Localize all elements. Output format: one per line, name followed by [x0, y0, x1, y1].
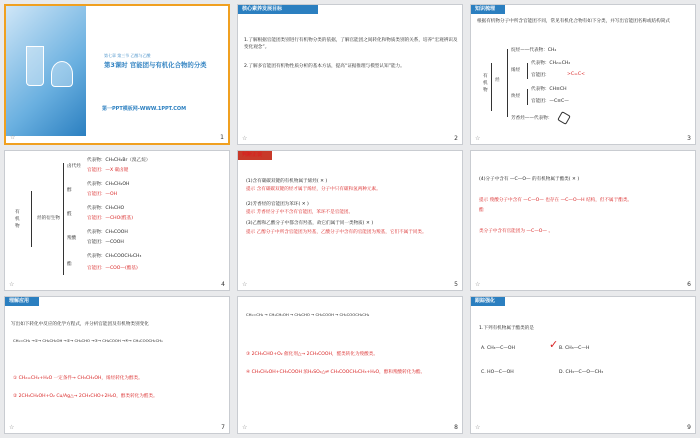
brace-line [527, 89, 528, 105]
answer-4-detail: 类分子中含有官能团为 —C—O— 。 [479, 229, 554, 234]
slide-thumbnail-4[interactable] [4, 150, 230, 291]
objective-1: 1.了解根据官能团类别进行有机物分类的依据，了解官能团之间转化和物质类别的关系，培养“宏观辨识及变化观念”。 [244, 38, 458, 50]
slide-thumbnail-1[interactable] [4, 4, 230, 145]
star-icon: ☆ [242, 135, 248, 142]
star-icon: ☆ [242, 424, 248, 431]
branch-1-fg: 官能团：—X 碳卤键 [87, 168, 129, 173]
section-header: 跟踪强化 [471, 297, 505, 306]
brace-line [491, 63, 492, 111]
slide-thumbnail-8[interactable] [237, 296, 463, 434]
option-b: B. CH₃—C—H [559, 346, 590, 351]
slide-number: 7 [221, 424, 225, 431]
question-4: (4)分子中含有 —C—O— 的有机物属于酯类( ✕ ) [479, 177, 580, 182]
slide-thumbnail-3[interactable] [470, 4, 696, 145]
alkene-fg-answer: >C=C< [567, 72, 585, 77]
brace-line [527, 63, 528, 79]
brace-line [31, 191, 32, 247]
beaker-icon [26, 46, 44, 86]
section-header: 知识梳理 [471, 5, 505, 14]
alkyne-label: 炔烃 [511, 94, 521, 99]
slide-number: 1 [220, 134, 224, 141]
aromatic-row: 芳香烃——代表物： [511, 116, 553, 121]
slide-number: 4 [221, 281, 225, 288]
hydrocarbon-label: 烃 [495, 78, 500, 83]
brace-line [63, 163, 64, 275]
option-c: C. HO—C—OH [481, 370, 514, 375]
branch-2-rep: 代表物：CH₃CH₂OH [87, 182, 130, 187]
alkene-fg: 官能团： [531, 73, 550, 78]
question-1: (1)含有碳碳双键的有机物属于烯烃( ✕ ) [246, 179, 328, 184]
equation-3: ③ 2CH₃CHO+O₂ 催化剂△→ 2CH₃COOH，醛类转化为羧酸类。 [246, 352, 378, 357]
question-3: (3)乙醇和乙酸分子中都含有羟基，故它们属于同一类物质( ✕ ) [246, 221, 374, 226]
option-a: A. CH₃—C—OH [481, 346, 515, 351]
answer-1: 提示 含有碳碳双键的烃才属于烯烃，分子中只有碳和氢两种元素。 [246, 187, 381, 192]
star-icon: ☆ [9, 281, 15, 288]
branch-5-rep: 代表物：CH₃COOCH₂CH₃ [87, 254, 142, 259]
intro-text: 根据有机物分子中所含官能团不同，常见有机化合物有如下分类，并写出官能团名称或结构简式 [477, 19, 670, 24]
equation-2: ② 2CH₃CH₂OH+O₂ Cu/Ag△→ 2CH₃CHO+2H₂O，醇类转化为醛类。 [13, 394, 158, 399]
reaction-chain: CH₂=CH₂ → CH₃CH₂OH → CH₃CHO → CH₃COOH → CH₃COOCH₂CH₃ [246, 312, 370, 317]
branch-3-fg: 官能团：—CHO(醛基) [87, 216, 134, 221]
branch-2-fg: 官能团：—OH [87, 192, 118, 197]
slide-thumbnail-2[interactable] [237, 4, 463, 145]
slide-thumbnail-9[interactable] [470, 296, 696, 434]
intro-text: 写出如下转化中反应的化学方程式，并分析官能团及有机物类别变化 [11, 322, 149, 327]
branch-4-rep: 代表物：CH₃COOH [87, 230, 128, 235]
equation-1: ① CH₂=CH₂+H₂O 一定条件→ CH₃CH₂OH，烯烃转化为醇类。 [13, 376, 143, 381]
answer-4: 提示 羧酸分子中含有 —C—O— 也存在 —C—O—H 结构，但不属于酯类。 [479, 198, 633, 203]
branch-4-fg: 官能团：—COOH [87, 240, 124, 245]
answer-4-note: 酯 [479, 208, 484, 213]
objective-2: 2.了解多官能团有机物性质分析的基本方法，提高“证据推理与模型认知”能力。 [244, 64, 405, 69]
reaction-chain: CH₂=CH₂ →①→ CH₃CH₂OH →②→ CH₃CHO →③→ CH₃COOH →④→ CH₃COOCH₂CH₃ [13, 338, 163, 343]
star-icon: ☆ [9, 424, 15, 431]
brace-line [507, 49, 508, 117]
alkyne-fg: 官能团：—C≡C— [531, 99, 569, 104]
equation-4: ④ CH₃CH₂OH+CH₃COOH 浓H₂SO₄△⇌ CH₃COOCH₂CH₃+H₂O，醇和羧酸转化为酯。 [246, 370, 426, 375]
branch-2: 醇 [67, 188, 72, 193]
star-icon: ☆ [475, 424, 481, 431]
slide-thumbnail-6[interactable] [470, 150, 696, 291]
derivative-label: 烃的衍生物 [37, 216, 60, 221]
slide-number: 3 [687, 135, 691, 142]
chapter-label: 第七章 第三节 乙醇与乙酸 [104, 53, 151, 58]
checkmark-icon: ✓ [549, 338, 559, 351]
star-icon: ☆ [242, 281, 248, 288]
root-label: 有机物 [15, 210, 20, 229]
slide-thumbnail-5[interactable] [237, 150, 463, 291]
branch-1: 卤代烃 [67, 164, 81, 169]
alkene-label: 烯烃 [511, 68, 521, 73]
section-header: 核心素养发展目标 [238, 5, 318, 14]
section-header: 判断正误 [238, 151, 272, 160]
section-header: 理解应用 [5, 297, 39, 306]
slide-number: 5 [454, 281, 458, 288]
star-icon: ☆ [475, 135, 481, 142]
slide-number: 8 [454, 424, 458, 431]
branch-3: 醛 [67, 212, 72, 217]
alkene-rep: 代表物：CH₂=CH₂ [531, 61, 571, 66]
flask-icon [51, 61, 73, 87]
title-slide-image [6, 6, 86, 136]
option-d: D. CH₃—C—O—CH₃ [559, 370, 604, 375]
question-text: 1.下列有机物属于酯类的是 [479, 326, 534, 331]
slide-number: 6 [687, 281, 691, 288]
branch-5: 酯 [67, 262, 72, 267]
question-2: (2)芳香烃的官能团为苯环( ✕ ) [246, 202, 309, 207]
alkyne-rep: 代表物：CH≡CH [531, 87, 567, 92]
slide-number: 2 [454, 135, 458, 142]
star-icon: ☆ [475, 281, 481, 288]
branch-5-fg: 官能团：—COO—(酯基) [87, 266, 138, 271]
star-icon: ☆ [10, 134, 16, 141]
slide-number: 9 [687, 424, 691, 431]
slide-thumbnail-7[interactable] [4, 296, 230, 434]
branch-4: 羧酸 [67, 236, 77, 241]
branch-1-rep: 代表物：CH₃CH₂Br（溴乙烷） [87, 158, 151, 163]
brand-text: 第一PPT模板网-WWW.1PPT.COM [102, 106, 187, 112]
alkane-row: 烷烃——代表物：CH₄ [511, 48, 557, 53]
benzene-icon [557, 111, 571, 125]
answer-3: 提示 乙醇分子中所含官能团为羟基，乙酸分子中含有的官能团为羧基，它们不属于同类。 [246, 230, 427, 235]
slide-title: 第3课时 官能团与有机化合物的分类 [104, 61, 207, 69]
root-label: 有机物 [483, 74, 488, 93]
branch-3-rep: 代表物：CH₃CHO [87, 206, 125, 211]
answer-2: 提示 芳香烃分子中不含有官能团，苯环不是官能团。 [246, 210, 354, 215]
